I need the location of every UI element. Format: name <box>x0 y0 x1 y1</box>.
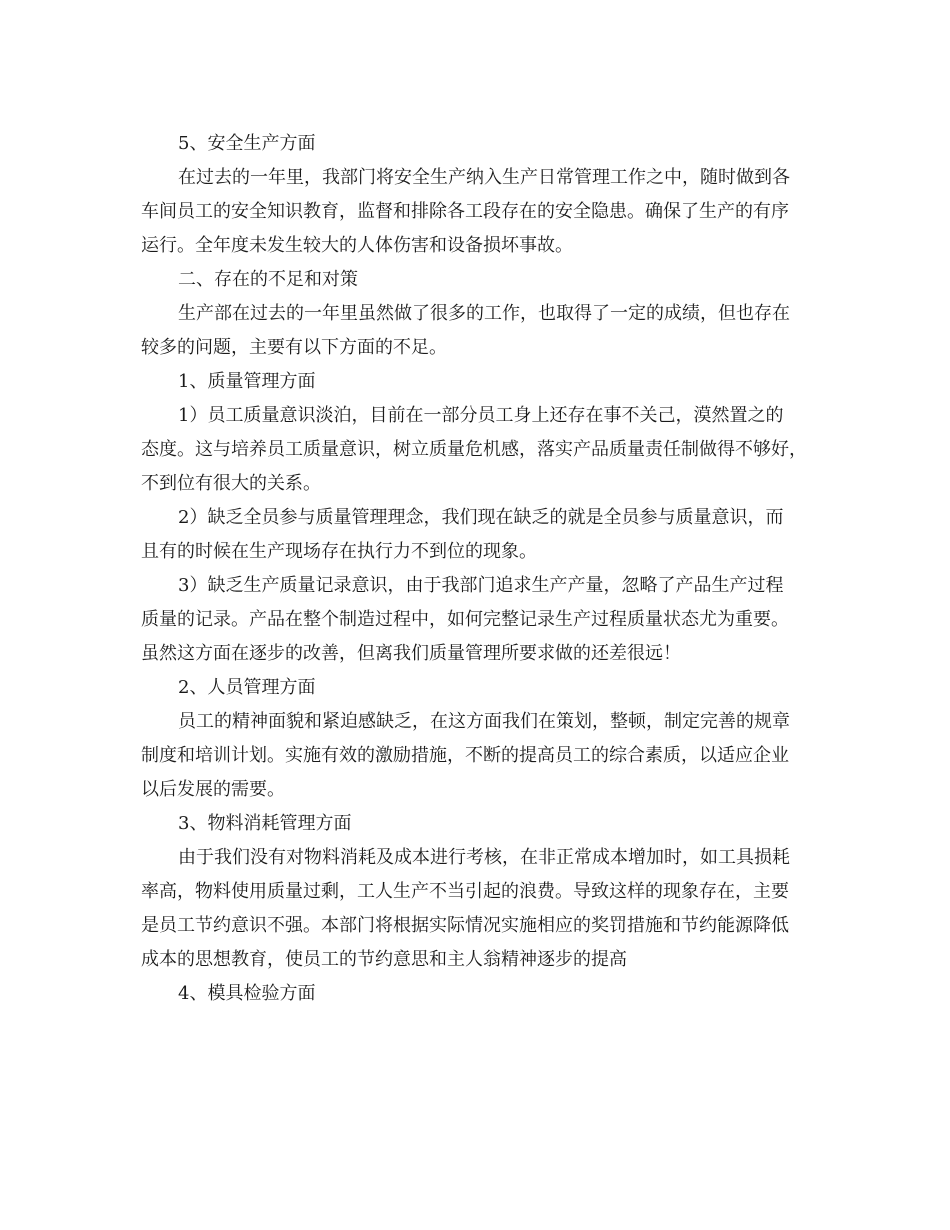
document-body <box>141 127 821 1011</box>
paragraph-start-line: 1、质量管理方面 <box>178 371 316 392</box>
paragraph-line: 是员工节约意识不强。本部门将根据实际情况实施相应的奖罚措施和节约能源降低 <box>141 915 789 936</box>
paragraph-line: 且有的时候在生产现场存在执行力不到位的现象。 <box>141 541 537 562</box>
paragraph-start-line: 3）缺乏生产质量记录意识，由于我部门追求生产产量，忽略了产品生产过程 <box>178 575 784 596</box>
paragraph-line: 制度和培训计划。实施有效的激励措施，不断的提高员工的综合素质，以适应企业 <box>141 745 789 766</box>
paragraph-start-line: 二、存在的不足和对策 <box>178 269 358 290</box>
paragraph-start-line: 5、安全生产方面 <box>178 133 316 154</box>
paragraph-start-line: 1）员工质量意识淡泊，目前在一部分员工身上还存在事不关己，漠然置之的 <box>178 405 784 426</box>
paragraph-line: 车间员工的安全知识教育，监督和排除各工段存在的安全隐患。确保了生产的有序 <box>141 201 789 222</box>
paragraph-start-line: 2）缺乏全员参与质量管理理念，我们现在缺乏的就是全员参与质量意识，而 <box>178 507 784 528</box>
paragraph-line: 成本的思想教育，使员工的节约意思和主人翁精神逐步的提高 <box>141 949 627 970</box>
paragraph-start-line: 在过去的一年里，我部门将安全生产纳入生产日常管理工作之中，随时做到各 <box>178 167 790 188</box>
paragraph-start-line: 由于我们没有对物料消耗及成本进行考核，在非正常成本增加时，如工具损耗 <box>178 847 790 868</box>
paragraph-line: 质量的记录。产品在整个制造过程中，如何完整记录生产过程质量状态尤为重要。 <box>141 609 789 630</box>
paragraph-start-line: 员工的精神面貌和紧迫感缺乏，在这方面我们在策划，整顿，制定完善的规章 <box>178 711 790 732</box>
paragraph-line: 率高，物料使用质量过剩，工人生产不当引起的浪费。导致这样的现象存在，主要 <box>141 881 789 902</box>
paragraph-line: 较多的问题，主要有以下方面的不足。 <box>141 337 447 358</box>
paragraph-line: 不到位有很大的关系。 <box>141 473 321 494</box>
paragraph-start-line: 生产部在过去的一年里虽然做了很多的工作，也取得了一定的成绩，但也存在 <box>178 303 790 324</box>
paragraph-line: 虽然这方面在逐步的改善，但离我们质量管理所要求做的还差很远！ <box>141 643 681 664</box>
paragraph-line: 运行。全年度未发生较大的人体伤害和设备损坏事故。 <box>141 235 573 256</box>
paragraph-start-line: 4、模具检验方面 <box>178 983 316 1004</box>
paragraph-line: 以后发展的需要。 <box>141 779 285 800</box>
paragraph-line: 态度。这与培养员工质量意识，树立质量危机感，落实产品质量责任制做得不够好， <box>141 439 807 460</box>
paragraph-start-line: 2、人员管理方面 <box>178 677 316 698</box>
paragraph-start-line: 3、物料消耗管理方面 <box>178 813 352 834</box>
